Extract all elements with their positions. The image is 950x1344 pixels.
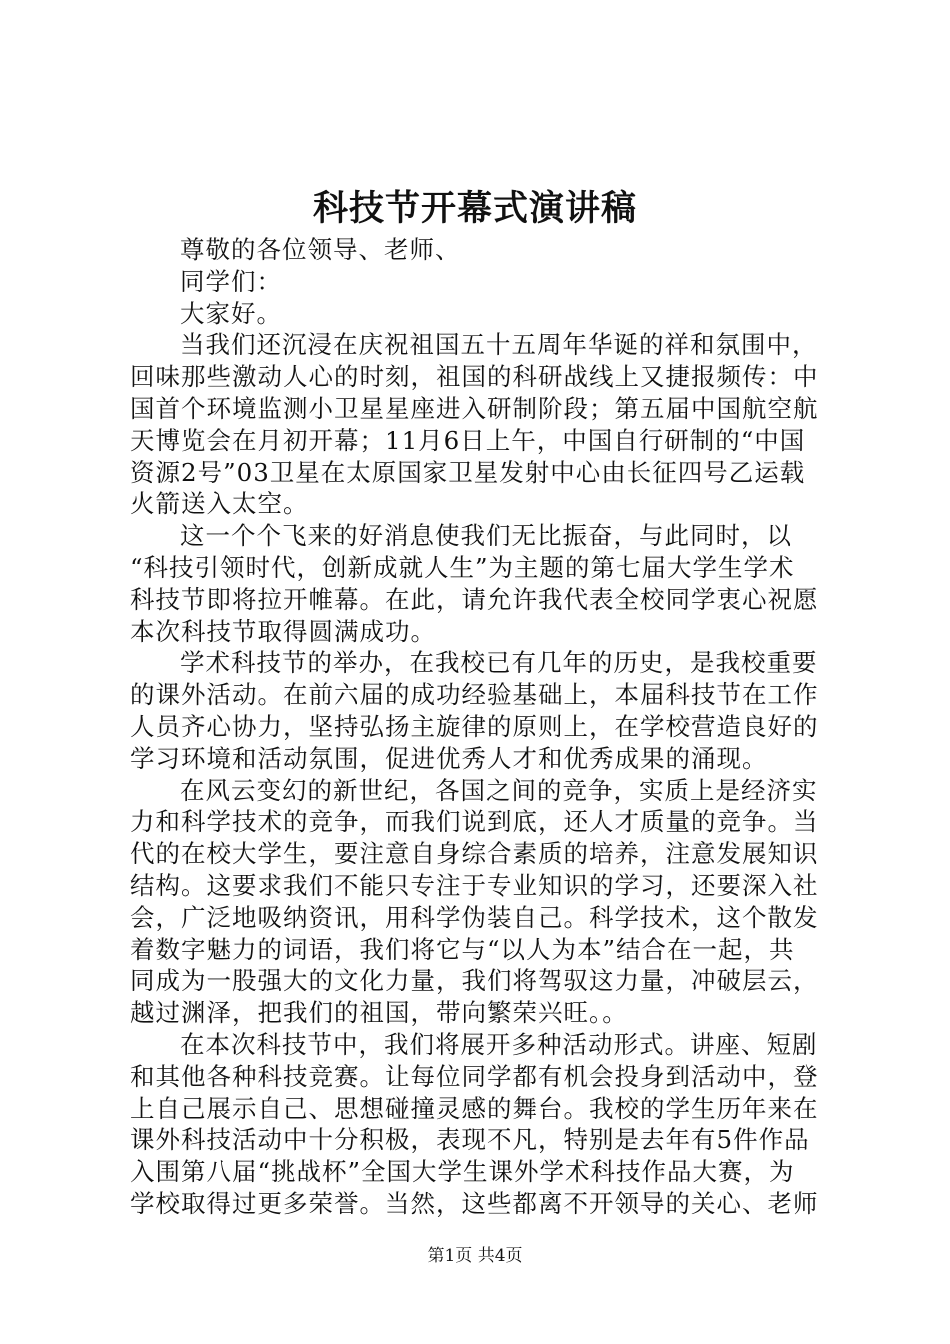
salutation-line: 同学们：	[180, 266, 282, 296]
salutation-line: 尊敬的各位领导、老师、	[180, 235, 461, 264]
paragraph-line: 在本次科技节中，我们将展开多种活动形式。讲座、短剧	[180, 1029, 818, 1059]
paragraph-line: 同成为一股强大的文化力量，我们将驾驭这力量，冲破层云，	[130, 966, 819, 996]
paragraph-line: 天博览会在月初开幕；11月6日上午，中国自行研制的“中国	[130, 425, 806, 455]
paragraph-line: 人员齐心协力，坚持弘扬主旋律的原则上，在学校营造良好的	[130, 711, 819, 741]
paragraph-line: 火箭送入太空。	[130, 489, 309, 519]
paragraph-line: 力和科学技术的竞争，而我们说到底，还人才质量的竞争。当	[130, 807, 819, 837]
paragraph-line: 着数字魅力的词语，我们将它与“以人为本”结合在一起，共	[130, 934, 795, 964]
paragraph-line: 代的在校大学生，要注意自身综合素质的培养，注意发展知识	[130, 839, 819, 869]
document-title: 科技节开幕式演讲稿	[312, 188, 637, 229]
paragraph-line: 回味那些激动人心的时刻，祖国的科研战线上又捷报频传：中	[130, 362, 819, 392]
document-body	[130, 234, 830, 1220]
paragraph-line: 科技节即将拉开帷幕。在此，请允许我代表全校同学衷心祝愿	[130, 584, 819, 614]
paragraph-line: 资源2号”03卫星在太原国家卫星发射中心由长征四号乙运载	[130, 457, 806, 487]
paragraph-line: 学校取得过更多荣誉。当然，这些都离不开领导的关心、老师	[130, 1188, 819, 1218]
paragraph-line: 当我们还沉浸在庆祝祖国五十五周年华诞的祥和氛围中，	[180, 330, 818, 360]
paragraph-line: 学习环境和活动氛围，促进优秀人才和优秀成果的涌现。	[130, 743, 768, 773]
paragraph-line: 入围第八届“挑战杯”全国大学生课外学术科技作品大赛，为	[130, 1157, 795, 1187]
page-footer: 第1页 共4页	[427, 1246, 523, 1266]
paragraph-line: 结构。这要求我们不能只专注于专业知识的学习，还要深入社	[130, 870, 819, 900]
paragraph-line: 的课外活动。在前六届的成功经验基础上，本届科技节在工作	[130, 680, 819, 710]
greeting-line: 大家好。	[180, 298, 282, 328]
paragraph-line: 课外科技活动中十分积极，表现不凡，特别是去年有5件作品	[130, 1125, 810, 1155]
paragraph-line: 在风云变幻的新世纪，各国之间的竞争，实质上是经济实	[180, 775, 818, 805]
paragraph-line: 国首个环境监测小卫星星座进入研制阶段；第五届中国航空航	[130, 393, 819, 423]
paragraph-line: 上自己展示自己、思想碰撞灵感的舞台。我校的学生历年来在	[130, 1093, 819, 1123]
paragraph-line: 和其他各种科技竞赛。让每位同学都有机会投身到活动中，登	[130, 1061, 819, 1091]
paragraph-line: 本次科技节取得圆满成功。	[130, 616, 436, 646]
paragraph-line: 越过渊泽，把我们的祖国，带向繁荣兴旺。。	[130, 998, 628, 1028]
paragraph-line: 这一个个飞来的好消息使我们无比振奋，与此同时，以	[180, 521, 792, 551]
paragraph-line: “科技引领时代，创新成就人生”为主题的第七届大学生学术	[130, 552, 795, 582]
paragraph-line: 会，广泛地吸纳资讯，用科学伪装自己。科学技术，这个散发	[130, 902, 819, 932]
paragraph-line: 学术科技节的举办，在我校已有几年的历史，是我校重要	[180, 648, 818, 678]
